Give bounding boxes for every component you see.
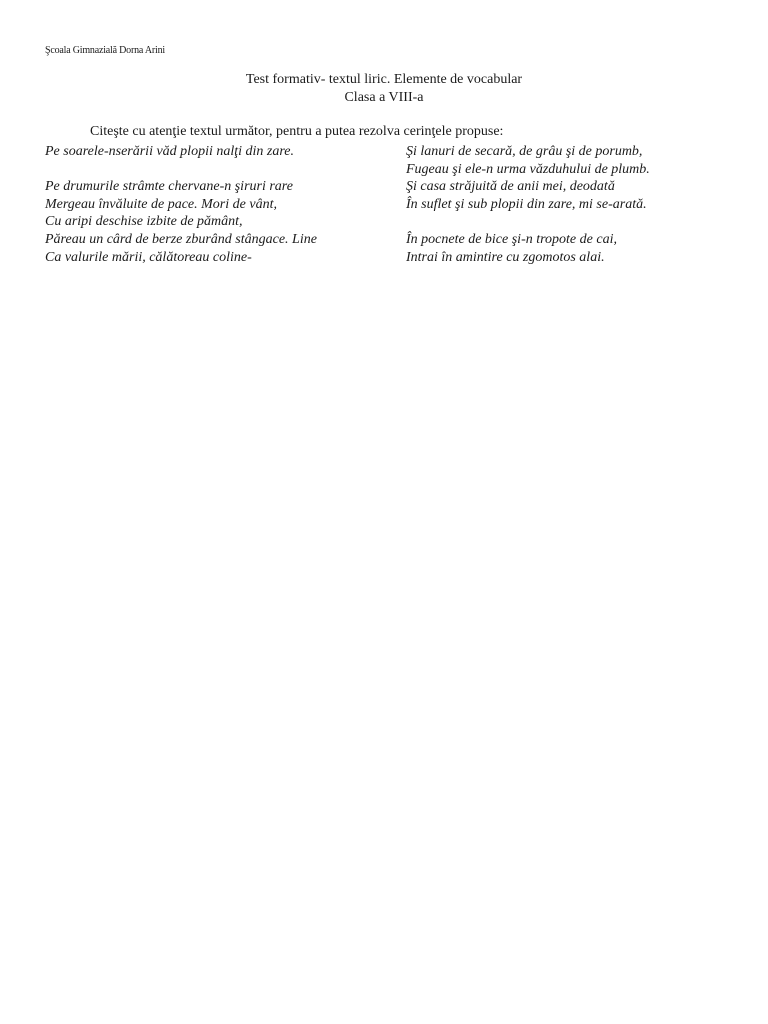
- poem-left-column: [45, 143, 317, 266]
- poem-line: Intrai în amintire cu zgomotos alai.: [406, 249, 605, 265]
- poem-line: [406, 213, 650, 231]
- document-subtitle: Clasa a VIII-a: [344, 90, 424, 105]
- poem-line: Şi lanuri de secară, de grâu şi de porumb,: [406, 144, 643, 159]
- poem-line: Pe drumurile strâmte chervane-n şiruri rare: [45, 179, 293, 195]
- poem-line: [45, 161, 317, 179]
- poem-line: Fugeau şi ele-n urma văzduhului de plumb.: [406, 161, 650, 177]
- poem-line: Păreau un cârd de berze zburând stângace. Line: [45, 231, 317, 247]
- poem-line: Pe soarele-nserării văd plopii nalţi din zare.: [45, 144, 294, 159]
- school-name: Şcoala Gimnazială Dorna Arini: [45, 45, 165, 56]
- poem-line: Cu aripi deschise izbite de pământ,: [45, 214, 243, 230]
- document-title: Test formativ- textul liric. Elemente de vocabular: [245, 72, 523, 87]
- poem-line: În pocnete de bice şi-n tropote de cai,: [406, 231, 617, 247]
- poem-line: Mergeau învăluite de pace. Mori de vânt,: [45, 196, 277, 212]
- poem-line: În suflet şi sub plopii din zare, mi se-arată.: [406, 196, 647, 212]
- poem-right-column: [406, 143, 650, 266]
- poem-line: Ca valurile mării, călătoreau coline-: [45, 249, 252, 265]
- poem-line: Şi casa străjuită de anii mei, deodată: [406, 179, 615, 195]
- instruction-text: Citeşte cu atenţie textul următor, pentru a putea rezolva cerinţele propuse:: [90, 124, 504, 139]
